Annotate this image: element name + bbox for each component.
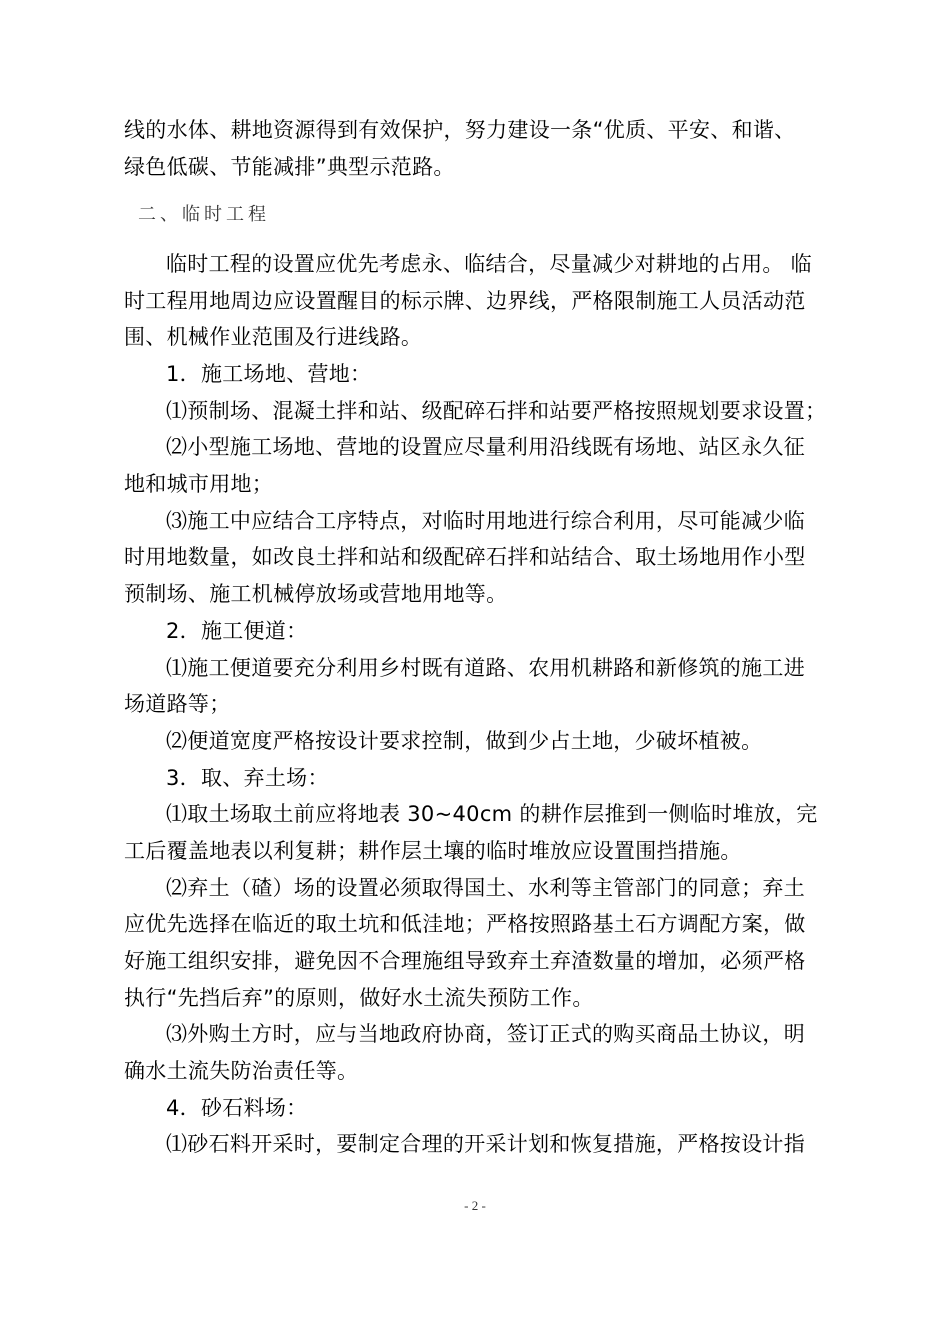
list-item: ⑶施工中应结合工序特点，对临时用地进行综合利用，尽可能减少临 bbox=[166, 509, 805, 533]
list-item: ⑴砂石料开采时，要制定合理的开采计划和恢复措施，严格按设计指 bbox=[166, 1132, 805, 1156]
list-item: ⑴取土场取土前应将地表 30~40cm 的耕作层推到一侧临时堆放，完 bbox=[166, 802, 818, 826]
paragraph-line: 围、机械作业范围及行进线路。 bbox=[124, 325, 423, 349]
subsection-heading: 1．施工场地、营地： bbox=[166, 362, 372, 386]
list-item: ⑵便道宽度严格按设计要求控制，做到少占土地，少破坏植被。 bbox=[166, 729, 763, 753]
paragraph-line: 好施工组织安排，避免因不合理施组导致弃土弃渣数量的增加，必须严格 bbox=[124, 949, 806, 973]
paragraph-line: 线的水体、耕地资源得到有效保护，努力建设一条“优质、平安、和谐、 bbox=[124, 118, 796, 142]
paragraph-line: 场道路等； bbox=[124, 692, 231, 716]
list-item: ⑵小型施工场地、营地的设置应尽量利用沿线既有场地、站区永久征 bbox=[166, 435, 805, 459]
subsection-heading: 3．取、弃土场： bbox=[166, 766, 329, 790]
paragraph-line: 工后覆盖地表以利复耕；耕作层土壤的临时堆放应设置围挡措施。 bbox=[124, 839, 742, 863]
list-item: ⑵弃土（碴）场的设置必须取得国土、水利等主管部门的同意；弃土 bbox=[166, 876, 805, 900]
paragraph-line: 绿色低碳、节能减排”典型示范路。 bbox=[124, 155, 455, 179]
subsection-heading: 2．施工便道： bbox=[166, 619, 308, 643]
paragraph-line: 确水土流失防治责任等。 bbox=[124, 1059, 359, 1083]
paragraph-line: 地和城市用地； bbox=[124, 472, 274, 496]
list-item: ⑴预制场、混凝土拌和站、级配碎石拌和站要严格按照规划要求设置； bbox=[166, 399, 827, 423]
paragraph-line: 执行“先挡后弃”的原则，做好水土流失预防工作。 bbox=[124, 986, 594, 1010]
subsection-heading: 4．砂石料场： bbox=[166, 1096, 308, 1120]
paragraph-line: 时用地数量，如改良土拌和站和级配碎石拌和站结合、取土场地用作小型 bbox=[124, 545, 806, 569]
paragraph-line: 应优先选择在临近的取土坑和低洼地；严格按照路基土石方调配方案，做 bbox=[124, 912, 806, 936]
section-heading: 二、临时工程 bbox=[138, 204, 270, 225]
list-item: ⑶外购土方时，应与当地政府协商，签订正式的购买商品土协议，明 bbox=[166, 1022, 805, 1046]
page-number: - 2 - bbox=[464, 1198, 486, 1213]
list-item: ⑴施工便道要充分利用乡村既有道路、农用机耕路和新修筑的施工进 bbox=[166, 656, 805, 680]
paragraph-line: 预制场、施工机械停放场或营地用地等。 bbox=[124, 582, 508, 606]
paragraph-line: 临时工程的设置应优先考虑永、临结合，尽量减少对耕地的占用。 临 bbox=[166, 252, 812, 276]
paragraph-line: 时工程用地周边应设置醒目的标示牌、边界线，严格限制施工人员活动范 bbox=[124, 289, 806, 313]
